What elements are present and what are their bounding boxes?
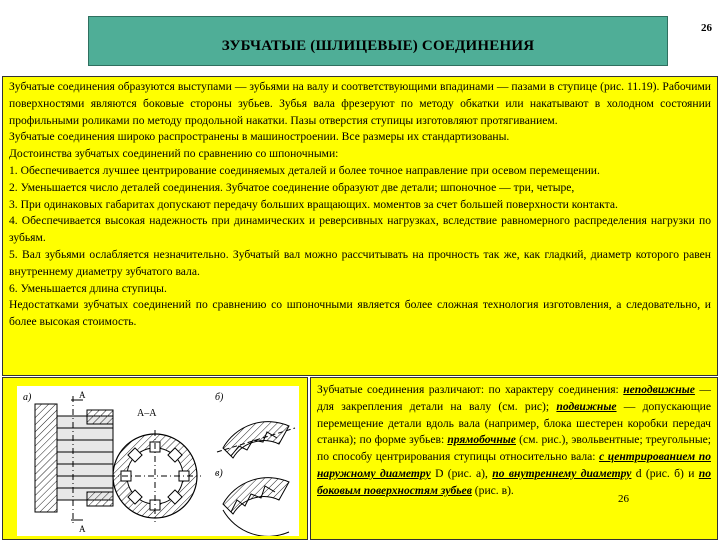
term-movable: подвижные <box>556 399 617 413</box>
paragraph: 6. Уменьшается длина ступицы. <box>9 281 167 295</box>
paragraph: 5. Вал зубьями ослабляется незначительно. Зубчатый вал можно рассчитывать на прочность так же, как гладкий, диаметр которого равен внутреннему диаметру зубчатого вала. <box>9 247 711 278</box>
shaft-side-view <box>35 396 113 524</box>
paragraph: Достоинства зубчатых соединений по сравнению со шпоночными: <box>9 147 339 161</box>
text-run: — допускающие перемещение детали вдоль вала (например, блока шестерен коробки передач станка); по форме зубьев: <box>317 399 712 447</box>
section-arrow-label: А <box>79 524 86 534</box>
paragraph: Недостатками зубчатых соединений по сравнению со шпоночными является более сложная технология изготовления, а следовательно, и более высокая стоимость. <box>9 298 711 329</box>
overlay-page-number: 26 <box>618 493 629 505</box>
title-banner <box>88 16 668 66</box>
term-straight-sided: прямобочные <box>447 433 516 447</box>
term-side-surfaces: по боковым поверхностям <box>317 466 712 497</box>
paragraph: 2. Уменьшается число деталей соединения. Зубчатое соединение образуют две детали; шпоночное — три, четыре, <box>9 180 575 194</box>
page-number: 26 <box>701 22 712 34</box>
section-label: А–А <box>137 408 157 419</box>
spline-illustration <box>17 386 299 536</box>
figure-panel <box>2 377 308 540</box>
term-outer-diameter: с центрированием по наружному диаметру <box>317 450 711 480</box>
figure-label-v: в) <box>215 468 223 479</box>
main-text-panel <box>2 76 718 376</box>
paragraph: Зубчатые соединения широко распространены в машиностроении. Все размеры их стандартизованы. <box>9 130 510 144</box>
figure-label-a: а) <box>23 392 32 403</box>
text-run: D (рис. а), <box>430 466 493 480</box>
text-run: (см. рис.), эвольвентные; треугольные; по способу центрирования ступицы относительно вала: <box>317 433 711 464</box>
paragraph: 1. Обеспечивается лучшее центрирование соединяемых деталей и более точное направление при осевом перемещении. <box>9 163 600 177</box>
spline-partial-view-b <box>217 422 295 458</box>
text-run: d (рис. б) и <box>631 466 699 480</box>
spline-drawing <box>17 386 299 536</box>
spline-cross-section <box>109 430 201 522</box>
paragraph: Зубчатые соединения образуются выступами — зубьями на валу и соответствующими впадинами — пазами в ступице (рис. 11.19). Рабочими поверхностями являются боковые стороны зубьев. Зубья вала фрезеруют по методу обкатки или накатывают в холодном состоянии профильными роликами по методу продольной накатки. Пазы отверстия ступицы изготовляют протягиванием. <box>9 80 711 127</box>
spline-partial-view-v <box>223 478 289 536</box>
text-run: — для закрепления детали на валу (см. рис); <box>317 383 711 413</box>
text-run: (рис. в). <box>471 483 514 497</box>
page-title: ЗУБЧАТЫЕ (ШЛИЦЕВЫЕ) СОЕДИНЕНИЯ <box>221 38 535 54</box>
classification-text-panel <box>310 377 718 540</box>
section-arrow-label: А <box>79 390 86 400</box>
paragraph: 4. Обеспечивается высокая надежность при динамических и реверсивных нагрузках, вследствие равномерного распределения нагрузки по зубьям. <box>9 214 711 245</box>
term-inner-diameter: по внутреннему диаметру <box>492 466 632 480</box>
term-teeth: зубьев <box>437 483 472 497</box>
term-fixed: неподвижные <box>623 383 695 396</box>
text-run: Зубчатые соединения различают: по характеру соединения: <box>317 383 624 396</box>
paragraph: 3. При одинаковых габаритах допускают передачу больших вращающих. моментов за счет большей поверхности контакта. <box>9 197 618 211</box>
figure-label-b: б) <box>215 392 224 403</box>
